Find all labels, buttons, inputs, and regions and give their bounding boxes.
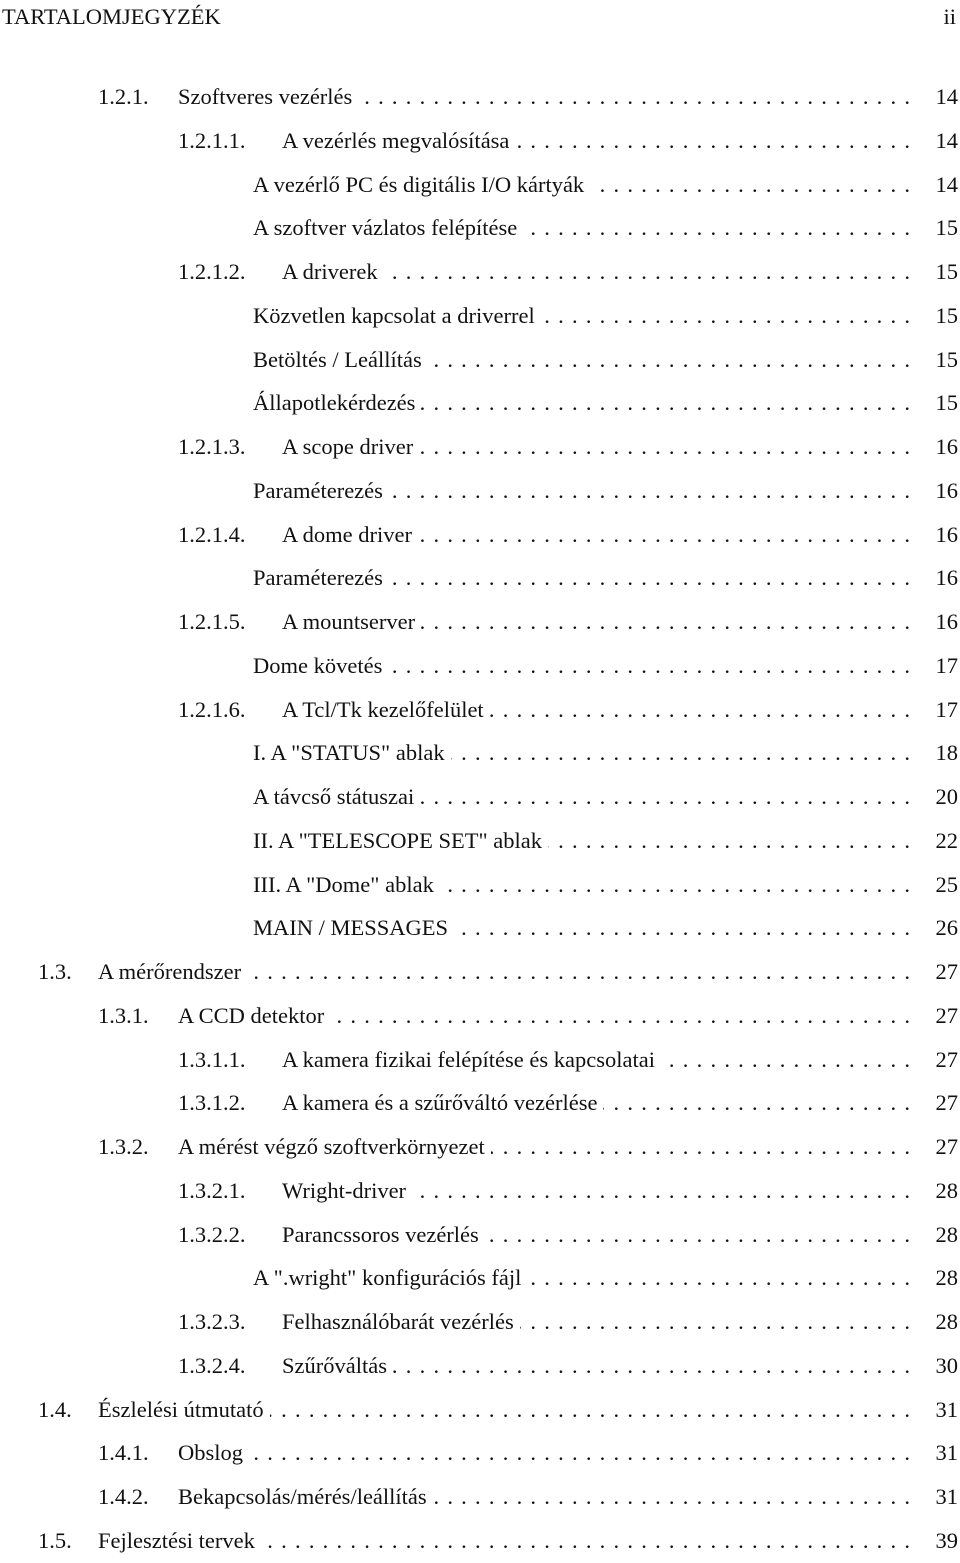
toc-entry-title: MAIN / MESSAGES: [253, 914, 452, 942]
dot-leader: [389, 477, 910, 505]
dot-leader: [523, 214, 910, 242]
dot-leader: [490, 696, 910, 724]
toc-entry-page: 15: [935, 390, 958, 416]
dot-leader: [590, 171, 910, 199]
toc-entry[interactable]: [0, 1431, 960, 1475]
toc-entry-page: 16: [935, 477, 958, 503]
toc-entry[interactable]: [0, 469, 960, 513]
toc-entry-title: Dome követés: [253, 652, 386, 680]
toc-entry[interactable]: [0, 1388, 960, 1432]
toc-entry-page: 16: [935, 521, 958, 547]
toc-entry-number: 1.2.1.: [98, 84, 149, 109]
dot-leader: [388, 652, 910, 680]
toc-entry[interactable]: [0, 1300, 960, 1344]
dot-leader: [485, 1221, 910, 1249]
toc-entry-page: 31: [935, 1396, 958, 1422]
toc-entry[interactable]: [0, 206, 960, 250]
dot-leader: [389, 564, 910, 592]
toc-entry-number: 1.2.1.2.: [178, 259, 246, 284]
dot-leader: [541, 302, 910, 330]
toc-entry[interactable]: [0, 381, 960, 425]
toc-entry-page: 16: [935, 434, 958, 459]
toc-entry-number: 1.4.: [38, 1396, 72, 1422]
dot-leader: [393, 1352, 910, 1380]
page-header: [0, 2, 960, 36]
dot-leader: [520, 1308, 910, 1336]
toc-entry[interactable]: [0, 731, 960, 775]
dot-leader: [420, 783, 910, 811]
toc-entry[interactable]: [0, 1081, 960, 1125]
dot-leader: [603, 1089, 910, 1117]
toc-entry-number: 1.3.1.: [98, 1002, 149, 1028]
header-title: TARTALOMJEGYZÉK: [2, 4, 221, 29]
dot-leader: [418, 521, 910, 549]
dot-leader: [419, 433, 910, 461]
toc-entry-page: 27: [935, 1046, 958, 1072]
toc-entry-title: A szoftver vázlatos felépítése: [253, 214, 521, 242]
toc-entry[interactable]: [0, 863, 960, 907]
toc-entry-title: Bekapcsolás/mérés/leállítás: [178, 1483, 431, 1511]
toc-entry-title: A mérést végző szoftverkörnyezet: [178, 1133, 489, 1161]
toc-entry-title: A CCD detektor: [178, 1002, 328, 1030]
toc-entry-title: Közvetlen kapcsolat a driverrel: [253, 302, 539, 330]
toc-entry-page: 15: [935, 259, 958, 284]
toc-entry-number: 1.3.2.3.: [178, 1309, 246, 1334]
toc-entry-page: 20: [935, 784, 958, 809]
toc-entry-title: III. A "Dome" ablak: [253, 871, 438, 899]
header-page-number: ii: [943, 4, 956, 29]
toc-entry-title: A dome driver: [282, 521, 416, 549]
toc-entry-number: 1.2.1.6.: [178, 696, 246, 722]
toc-entry-page: 27: [935, 959, 958, 984]
dot-leader: [491, 1133, 910, 1161]
toc-entry[interactable]: [0, 1038, 960, 1082]
dot-leader: [412, 1177, 910, 1205]
dot-leader: [428, 346, 910, 374]
toc-entry-page: 28: [935, 1221, 958, 1247]
toc-entry-page: 17: [935, 652, 958, 678]
toc-entry[interactable]: [0, 644, 960, 688]
toc-entry-page: 30: [935, 1352, 958, 1378]
table-of-contents: [0, 75, 960, 1563]
toc-entry-title: Obslog: [178, 1439, 247, 1467]
toc-entry-page: 31: [935, 1440, 958, 1466]
toc-entry-number: 1.2.1.4.: [178, 521, 246, 547]
toc-entry-page: 18: [935, 740, 958, 766]
dot-leader: [433, 1483, 910, 1511]
toc-entry[interactable]: [0, 338, 960, 382]
toc-entry[interactable]: [0, 1213, 960, 1257]
toc-entry-page: 17: [935, 696, 958, 722]
toc-entry-title: Betöltés / Leállítás: [253, 346, 426, 374]
toc-entry-title: A Tcl/Tk kezelőfelület: [282, 696, 488, 724]
dot-leader: [440, 871, 910, 899]
toc-entry[interactable]: [0, 556, 960, 600]
toc-entry-title: A távcső státuszai: [253, 783, 418, 811]
toc-entry-title: II. A "TELESCOPE SET" ablak: [253, 827, 546, 855]
toc-entry-title: Parancssoros vezérlés: [282, 1221, 483, 1249]
toc-entry-number: 1.4.1.: [98, 1440, 149, 1466]
toc-entry-page: 27: [935, 1134, 958, 1159]
toc-entry-page: 26: [935, 915, 958, 941]
toc-entry[interactable]: [0, 1169, 960, 1213]
toc-entry[interactable]: [0, 163, 960, 207]
toc-entry-number: 1.3.1.2.: [178, 1090, 246, 1116]
toc-entry-page: 39: [935, 1527, 958, 1553]
toc-entry-title: A ".wright" konfigurációs fájl: [253, 1264, 525, 1292]
dot-leader: [330, 1002, 910, 1030]
toc-entry-title: Állapotlekérdezés: [253, 389, 419, 417]
toc-entry-page: 28: [935, 1309, 958, 1334]
toc-entry[interactable]: [0, 294, 960, 338]
toc-entry[interactable]: [0, 119, 960, 163]
toc-entry-title: Felhasználóbarát vezérlés: [282, 1308, 518, 1336]
toc-entry-title: Paraméterezés: [253, 564, 387, 592]
toc-entry-page: 27: [935, 1002, 958, 1028]
toc-entry[interactable]: [0, 994, 960, 1038]
toc-entry-number: 1.3.2.4.: [178, 1352, 246, 1378]
dot-leader: [451, 739, 910, 767]
toc-entry[interactable]: [0, 1519, 960, 1563]
toc-entry-page: 15: [935, 346, 958, 372]
toc-entry-title: Wright-driver: [282, 1177, 410, 1205]
dot-leader: [270, 1396, 910, 1424]
toc-entry-number: 1.3.2.1.: [178, 1177, 246, 1203]
toc-entry-number: 1.5.: [38, 1527, 72, 1553]
toc-entry-number: 1.3.: [38, 959, 72, 984]
toc-entry-title: Paraméterezés: [253, 477, 387, 505]
dot-leader: [249, 1439, 910, 1467]
dot-leader: [358, 83, 910, 111]
toc-entry[interactable]: [0, 425, 960, 469]
dot-leader: [527, 1264, 910, 1292]
toc-entry-page: 16: [935, 609, 958, 634]
toc-entry-number: 1.2.1.5.: [178, 609, 246, 634]
toc-entry-title: A driverek: [282, 258, 382, 286]
dot-leader: [548, 827, 910, 855]
dot-leader: [421, 608, 910, 636]
toc-entry[interactable]: [0, 906, 960, 950]
toc-entry-page: 31: [935, 1484, 958, 1509]
toc-entry[interactable]: [0, 1125, 960, 1169]
toc-entry-page: 27: [935, 1090, 958, 1116]
toc-entry-page: 14: [935, 84, 958, 109]
dot-leader: [247, 958, 910, 986]
toc-entry[interactable]: [0, 600, 960, 644]
toc-entry-title: A kamera fizikai felépítése és kapcsolatai: [282, 1046, 659, 1074]
toc-entry-number: 1.2.1.1.: [178, 127, 246, 153]
dot-leader: [421, 389, 910, 417]
toc-entry[interactable]: [0, 1256, 960, 1300]
toc-entry[interactable]: [0, 775, 960, 819]
toc-entry-title: Észlelési útmutató: [98, 1396, 268, 1424]
toc-entry-title: A scope driver: [282, 433, 417, 461]
toc-entry-page: 14: [935, 171, 958, 197]
toc-entry-title: I. A "STATUS" ablak: [253, 739, 449, 767]
toc-entry-number: 1.2.1.3.: [178, 434, 246, 459]
dot-leader: [384, 258, 910, 286]
toc-entry-page: 28: [935, 1265, 958, 1291]
toc-entry[interactable]: [0, 950, 960, 994]
toc-entry-title: A mérőrendszer: [98, 958, 245, 986]
toc-entry-page: 16: [935, 565, 958, 591]
toc-entry-title: Fejlesztési tervek: [98, 1527, 259, 1555]
toc-entry-number: 1.3.2.2.: [178, 1221, 246, 1247]
toc-entry[interactable]: [0, 688, 960, 732]
toc-entry-number: 1.4.2.: [98, 1484, 149, 1509]
dot-leader: [454, 914, 910, 942]
toc-entry-title: A vezérlő PC és digitális I/O kártyák: [253, 171, 588, 199]
toc-entry-page: 15: [935, 215, 958, 241]
toc-entry-number: 1.3.1.1.: [178, 1046, 246, 1072]
toc-entry-title: A kamera és a szűrőváltó vezérlése: [282, 1089, 601, 1117]
toc-entry-page: 25: [935, 871, 958, 897]
toc-entry-page: 22: [935, 827, 958, 853]
toc-entry-number: 1.3.2.: [98, 1134, 149, 1159]
toc-entry[interactable]: [0, 819, 960, 863]
toc-entry[interactable]: [0, 513, 960, 557]
toc-entry-title: Szűrőváltás: [282, 1352, 391, 1380]
toc-entry[interactable]: [0, 1344, 960, 1388]
toc-entry-title: Szoftveres vezérlés: [178, 83, 356, 111]
toc-entry[interactable]: [0, 75, 960, 119]
toc-entry-page: 14: [935, 127, 958, 153]
toc-entry[interactable]: [0, 1475, 960, 1519]
toc-entry-title: A vezérlés megvalósítása: [282, 127, 513, 155]
toc-entry-page: 15: [935, 302, 958, 328]
dot-leader: [661, 1046, 910, 1074]
dot-leader: [261, 1527, 910, 1555]
toc-entry[interactable]: [0, 250, 960, 294]
toc-entry-title: A mountserver: [282, 608, 419, 636]
dot-leader: [515, 127, 910, 155]
toc-entry-page: 28: [935, 1177, 958, 1203]
